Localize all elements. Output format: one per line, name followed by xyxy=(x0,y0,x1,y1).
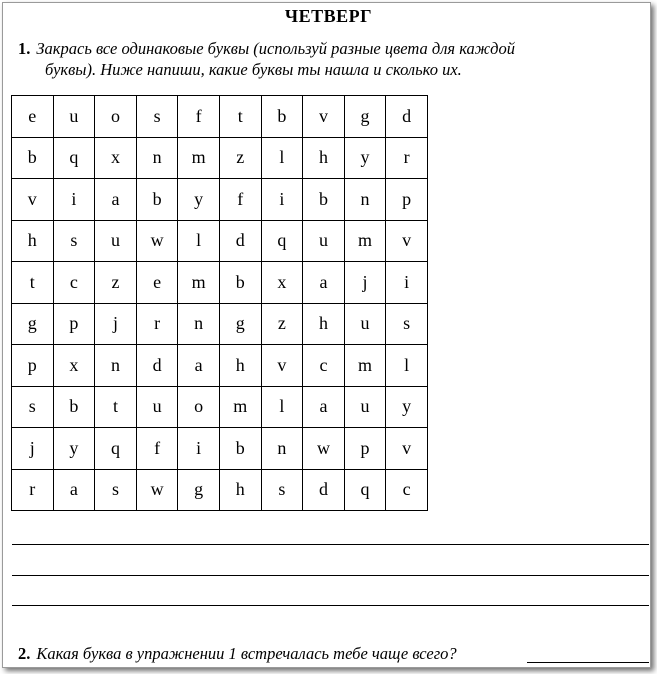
grid-cell[interactable]: m xyxy=(344,220,386,262)
grid-cell[interactable]: a xyxy=(303,262,345,304)
grid-cell[interactable]: v xyxy=(386,428,428,470)
grid-cell[interactable]: g xyxy=(219,303,261,345)
grid-row xyxy=(12,179,428,221)
grid-cell[interactable]: m xyxy=(178,137,220,179)
grid-cell[interactable]: y xyxy=(178,179,220,221)
grid-cell[interactable]: i xyxy=(261,179,303,221)
grid-cell[interactable]: c xyxy=(303,345,345,387)
grid-cell[interactable]: b xyxy=(136,179,178,221)
grid-cell[interactable]: m xyxy=(219,386,261,428)
grid-cell[interactable]: d xyxy=(386,96,428,138)
grid-cell[interactable]: t xyxy=(95,386,137,428)
grid-cell[interactable]: d xyxy=(219,220,261,262)
grid-cell[interactable]: d xyxy=(303,469,345,511)
grid-cell[interactable]: b xyxy=(219,428,261,470)
grid-cell[interactable]: h xyxy=(303,303,345,345)
grid-cell[interactable]: q xyxy=(95,428,137,470)
grid-cell[interactable]: x xyxy=(53,345,95,387)
grid-cell[interactable]: x xyxy=(95,137,137,179)
grid-cell[interactable]: n xyxy=(178,303,220,345)
grid-row xyxy=(12,428,428,470)
grid-cell[interactable]: i xyxy=(386,262,428,304)
grid-cell[interactable]: y xyxy=(386,386,428,428)
grid-cell[interactable]: s xyxy=(12,386,54,428)
grid-cell[interactable]: b xyxy=(12,137,54,179)
grid-cell[interactable]: s xyxy=(53,220,95,262)
grid-cell[interactable]: h xyxy=(219,469,261,511)
grid-cell[interactable]: j xyxy=(12,428,54,470)
grid-cell[interactable]: s xyxy=(136,96,178,138)
letter-grid xyxy=(11,95,428,511)
grid-cell[interactable]: h xyxy=(303,137,345,179)
task-2-text: Какая буква в упражнении 1 встречалась тебе чаще всего? xyxy=(36,644,457,663)
grid-row xyxy=(12,303,428,345)
grid-row xyxy=(12,386,428,428)
grid-cell[interactable]: y xyxy=(53,428,95,470)
grid-cell[interactable]: n xyxy=(136,137,178,179)
grid-cell[interactable]: m xyxy=(178,262,220,304)
grid-row xyxy=(12,220,428,262)
grid-cell[interactable]: b xyxy=(219,262,261,304)
grid-cell[interactable]: c xyxy=(53,262,95,304)
grid-cell[interactable]: z xyxy=(95,262,137,304)
grid-cell[interactable]: o xyxy=(178,386,220,428)
grid-cell[interactable]: j xyxy=(95,303,137,345)
grid-cell[interactable]: l xyxy=(261,137,303,179)
grid-cell[interactable]: b xyxy=(303,179,345,221)
grid-cell[interactable]: a xyxy=(303,386,345,428)
grid-cell[interactable]: n xyxy=(344,179,386,221)
grid-cell[interactable]: g xyxy=(12,303,54,345)
grid-cell[interactable]: w xyxy=(136,220,178,262)
grid-cell[interactable]: t xyxy=(12,262,54,304)
grid-cell[interactable]: w xyxy=(303,428,345,470)
grid-cell[interactable]: i xyxy=(178,428,220,470)
grid-cell[interactable]: n xyxy=(95,345,137,387)
grid-cell[interactable]: z xyxy=(261,303,303,345)
grid-row xyxy=(12,345,428,387)
grid-cell[interactable]: z xyxy=(219,137,261,179)
grid-cell[interactable]: v xyxy=(386,220,428,262)
page-title: ЧЕТВЕРГ xyxy=(284,6,373,26)
grid-cell[interactable]: e xyxy=(136,262,178,304)
grid-cell[interactable]: v xyxy=(12,179,54,221)
grid-cell[interactable]: q xyxy=(53,137,95,179)
grid-cell[interactable]: c xyxy=(386,469,428,511)
grid-cell[interactable]: l xyxy=(386,345,428,387)
grid-cell[interactable]: u xyxy=(95,220,137,262)
grid-cell[interactable]: j xyxy=(344,262,386,304)
grid-cell[interactable]: h xyxy=(12,220,54,262)
grid-cell[interactable]: f xyxy=(219,179,261,221)
task-2 xyxy=(18,644,657,664)
grid-cell[interactable]: t xyxy=(219,96,261,138)
grid-cell[interactable]: v xyxy=(303,96,345,138)
grid-cell[interactable]: i xyxy=(53,179,95,221)
grid-row xyxy=(12,137,428,179)
grid-cell[interactable]: h xyxy=(219,345,261,387)
grid-cell[interactable]: a xyxy=(53,469,95,511)
grid-cell[interactable]: g xyxy=(178,469,220,511)
answer-line-3[interactable] xyxy=(12,605,649,606)
grid-cell[interactable]: q xyxy=(344,469,386,511)
grid-cell[interactable]: y xyxy=(344,137,386,179)
task-2-number: 2. xyxy=(18,644,31,663)
grid-cell[interactable]: u xyxy=(344,386,386,428)
grid-cell[interactable]: p xyxy=(12,345,54,387)
grid-cell[interactable]: a xyxy=(95,179,137,221)
answer-line-1[interactable] xyxy=(12,544,649,545)
grid-cell[interactable]: u xyxy=(303,220,345,262)
grid-cell[interactable]: q xyxy=(261,220,303,262)
grid-cell[interactable]: s xyxy=(95,469,137,511)
grid-cell[interactable]: f xyxy=(178,96,220,138)
grid-cell[interactable]: u xyxy=(136,386,178,428)
grid-cell[interactable]: d xyxy=(136,345,178,387)
grid-cell[interactable]: e xyxy=(12,96,54,138)
grid-cell[interactable]: r xyxy=(12,469,54,511)
grid-cell[interactable]: a xyxy=(178,345,220,387)
grid-cell[interactable]: s xyxy=(386,303,428,345)
grid-cell[interactable]: v xyxy=(261,345,303,387)
grid-row xyxy=(12,469,428,511)
grid-cell[interactable]: r xyxy=(136,303,178,345)
task-1-text-line-2: буквы). Ниже напиши, какие буквы ты нашла и сколько их. xyxy=(45,60,462,79)
grid-cell[interactable]: p xyxy=(53,303,95,345)
grid-cell[interactable]: b xyxy=(261,96,303,138)
grid-cell[interactable]: w xyxy=(136,469,178,511)
grid-cell[interactable]: s xyxy=(261,469,303,511)
task-1-text-line-1: Закрась все одинаковые буквы (используй разные цвета для каждой xyxy=(36,39,515,58)
grid-cell[interactable]: u xyxy=(344,303,386,345)
task-2-answer-blank[interactable] xyxy=(527,662,649,663)
grid-row xyxy=(12,262,428,304)
answer-line-2[interactable] xyxy=(12,575,649,576)
grid-cell[interactable]: u xyxy=(53,96,95,138)
grid-cell[interactable]: b xyxy=(53,386,95,428)
grid-row xyxy=(12,96,428,138)
grid-cell[interactable]: g xyxy=(344,96,386,138)
grid-cell[interactable]: l xyxy=(261,386,303,428)
task-1 xyxy=(18,38,618,80)
grid-cell[interactable]: p xyxy=(386,179,428,221)
grid-cell[interactable]: l xyxy=(178,220,220,262)
grid-cell[interactable]: x xyxy=(261,262,303,304)
grid-cell[interactable]: p xyxy=(344,428,386,470)
task-1-number: 1. xyxy=(18,39,31,58)
grid-cell[interactable]: m xyxy=(344,345,386,387)
grid-cell[interactable]: r xyxy=(386,137,428,179)
grid-cell[interactable]: f xyxy=(136,428,178,470)
grid-cell[interactable]: n xyxy=(261,428,303,470)
grid-cell[interactable]: o xyxy=(95,96,137,138)
